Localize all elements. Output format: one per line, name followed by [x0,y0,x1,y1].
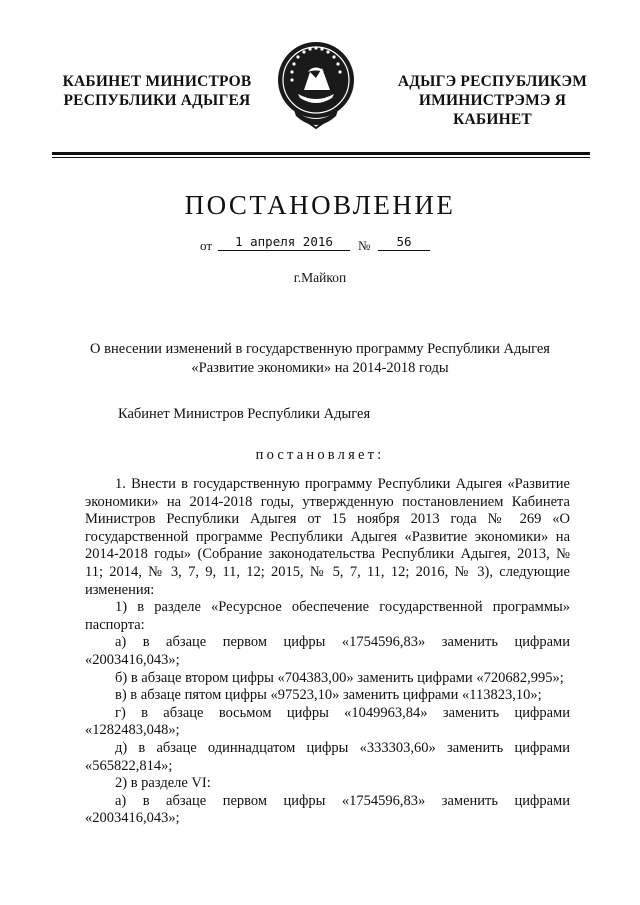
number-label: № [358,238,371,253]
document-body [85,476,570,828]
paragraph: а) в абзаце первом цифры «1754596,83» заменить цифрами «2003416,043»; [85,634,570,668]
header-divider-thin [52,157,590,158]
paragraph: д) в абзаце одиннадцатом цифры «333303,60» заменить цифрами «565822,814»; [85,739,570,774]
preamble: Кабинет Министров Республики Адыгея [118,406,371,422]
subject-line-1: О внесении изменений в государственную программу Республики Адыгея [90,341,550,357]
paragraph: г) в абзаце восьмом цифры «1049963,84» заменить цифрами «1282483,048»; [85,704,570,739]
paragraph: б) в абзаце втором цифры «704383,00» заменить цифрами «720682,995»; [115,669,564,686]
coat-of-arms-emblem-icon [274,32,358,136]
subject-heading [70,340,570,378]
paragraph: 1) в разделе «Ресурсное обеспечение государственной программы» паспорта: [85,599,570,633]
paragraph: 2) в разделе VI: [115,775,211,792]
city: г.Майкоп [293,270,347,285]
document-title: ПОСТАНОВЛЕНИЕ [184,190,456,220]
date-value: 1 апреля 2016 [218,234,350,251]
subject-line-2: «Развитие экономики» на 2014-2018 годы [191,360,449,376]
paragraph: а) в абзаце первом цифры «1754596,83» заменить цифрами «2003416,043»; [85,792,570,827]
decree-word: постановляет: [255,447,385,463]
paragraph: 1. Внести в государственную программу Республики Адыгея «Развитие экономики» на 2014-2018 годы, утвержденную постановлением Кабинета Министров Республики Адыгея от 15 ноября 2013 года № 269 «О государственной программе Республики Адыгея «Развитие экономики» на 2014-2018 годы» (Собрание законодательства Республики Адыгея, 2013, № 11; 2014, № 3, 7, 9, 11, 12; 2015, № 5, 7, 11, 12; 2016, № 3), следующие изменения: [85,476,570,598]
org-name-russian [62,72,252,110]
org-name-russian-line2: РЕСПУБЛИКИ АДЫГЕЯ [63,92,251,109]
date-prefix: от [200,238,213,253]
org-name-adyghe-line2: ИМИНИСТРЭМЭ Я КАБИНЕТ [418,92,567,128]
header-divider-thick [52,152,590,155]
org-name-russian-line1: КАБИНЕТ МИНИСТРОВ [62,73,252,90]
number-value: 56 [378,234,430,251]
org-name-adyghe-line1: АДЫГЭ РЕСПУБЛИКЭМ [397,73,588,90]
org-name-adyghe [380,72,605,129]
paragraph: в) в абзаце пятом цифры «97523,10» заменить цифрами «113823,10»; [115,687,542,704]
